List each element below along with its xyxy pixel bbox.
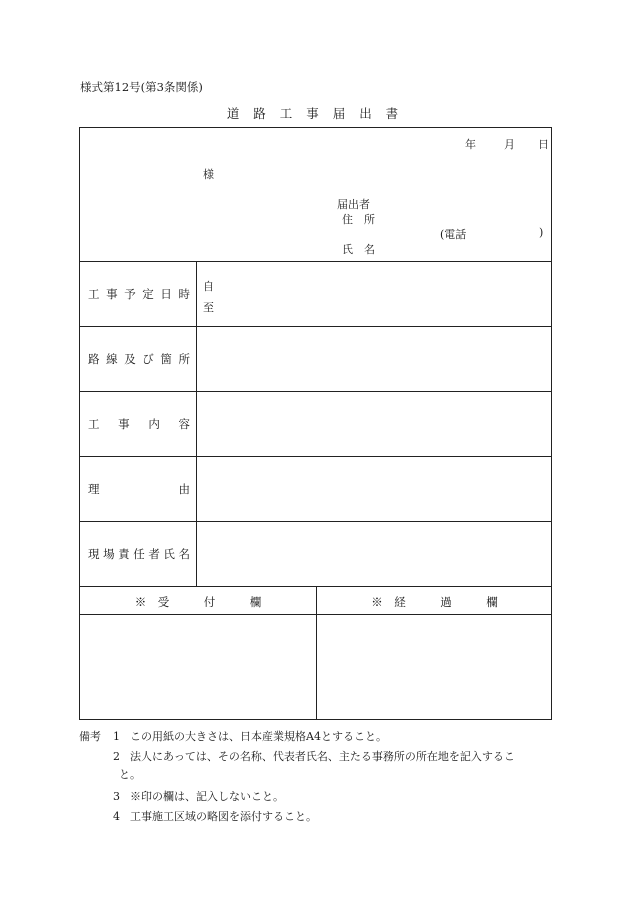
label-char: 路 [88, 351, 100, 366]
label-char: 者 [148, 546, 160, 561]
date-day-label: 日 [538, 138, 549, 151]
schedule-from-label: 自 [203, 280, 214, 293]
note-text: この用紙の大きさは、日本産業規格A4とすること。 [130, 730, 387, 743]
addressee-honorific: 様 [203, 168, 214, 181]
label-char: 容 [178, 416, 190, 431]
row-label-work-content [80, 391, 196, 456]
row-label-reason [80, 456, 196, 521]
row-label-schedule [80, 261, 196, 326]
row-label-route [80, 326, 196, 391]
label-char: 日 [160, 286, 172, 301]
note-number: 1 [113, 730, 120, 743]
label-char: 事 [118, 416, 130, 431]
label-char: 由 [178, 481, 190, 496]
phone-close-label: ) [539, 226, 544, 239]
document-title: 道 路 工 事 届 出 書 [226, 106, 404, 121]
label-char: 箇 [160, 351, 172, 366]
label-char: 工 [88, 416, 100, 431]
label-char: 定 [142, 286, 154, 301]
note-text: 法人にあっては、その名称、代表者氏名、主たる事務所の所在地を記入するこ [130, 750, 515, 763]
note-text-continued: と。 [119, 768, 141, 781]
schedule-to-label: 至 [203, 301, 214, 314]
label-char: 所 [178, 351, 190, 366]
label-char: 名 [178, 546, 190, 561]
label-char: 及 [124, 351, 136, 366]
receipt-column-header: ※ 受 付 欄 [134, 595, 262, 609]
note-number: 3 [113, 790, 120, 803]
label-char: 内 [148, 416, 160, 431]
label-char: び [142, 351, 154, 366]
notifier-label: 届出者 [337, 198, 370, 211]
date-year-label: 年 [465, 138, 476, 151]
note-number: 4 [113, 810, 120, 823]
label-char: 線 [106, 351, 118, 366]
label-char: 任 [133, 546, 145, 561]
date-month-label: 月 [504, 138, 515, 151]
label-char: 場 [103, 546, 115, 561]
label-char: 理 [88, 481, 100, 496]
name-label: 氏 名 [342, 243, 375, 256]
label-char: 事 [106, 286, 118, 301]
label-char: 時 [178, 286, 190, 301]
label-char: 予 [124, 286, 136, 301]
note-text: 工事施工区域の略図を添付すること。 [130, 810, 317, 823]
label-char: 工 [88, 286, 100, 301]
phone-open-label: (電話 [440, 228, 467, 241]
application-form-table [79, 127, 552, 720]
label-char: 責 [118, 546, 130, 561]
address-label: 住 所 [342, 213, 375, 226]
remarks-heading: 備考 [79, 730, 101, 743]
label-char: 現 [88, 546, 100, 561]
form-number: 様式第12号(第3条関係) [80, 80, 203, 94]
row-label-site-manager [80, 521, 196, 586]
progress-column-header: ※ 経 過 欄 [371, 595, 498, 609]
label-char: 氏 [163, 546, 175, 561]
column-divider [196, 261, 197, 586]
note-number: 2 [113, 750, 120, 763]
note-text: ※印の欄は、記入しないこと。 [130, 790, 284, 803]
